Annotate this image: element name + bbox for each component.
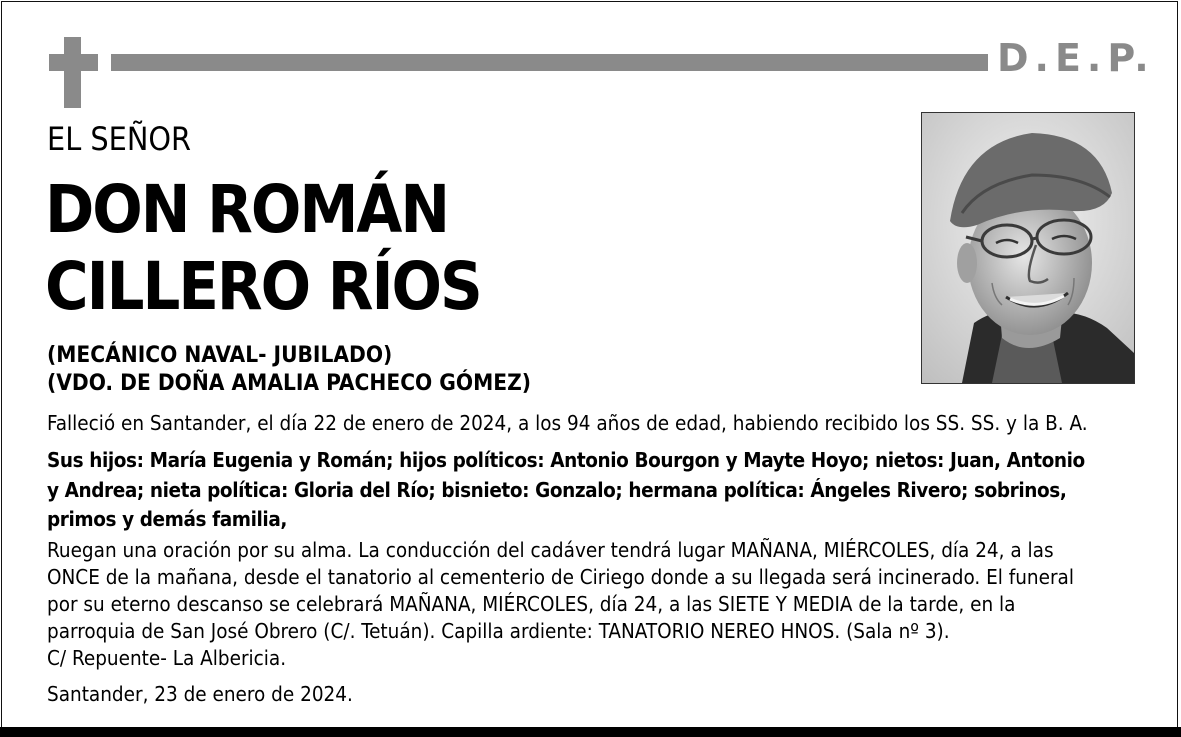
death-notice — [47, 410, 1157, 437]
cross-icon-arm — [49, 54, 98, 71]
deceased-name-line1: DON ROMÁN — [45, 171, 449, 248]
deceased-name-line2: CILLERO RÍOS — [45, 248, 481, 325]
signoff — [47, 681, 1157, 708]
widower-of: (VDO. DE DOÑA AMALIA PACHECO GÓMEZ) — [47, 370, 532, 396]
service-line: por su eterno descanso se celebrará MAÑANA, MIÉRCOLES, día 24, a las SIETE Y MEDIA de la tarde, en la — [47, 592, 1016, 616]
bottom-border — [0, 727, 1181, 737]
service-details — [47, 537, 1157, 672]
header-rule — [111, 54, 988, 71]
service-line: Ruegan una oración por su alma. La conducción del cadáver tendrá lugar MAÑANA, MIÉRCOLES, día 24, a las — [47, 538, 1054, 562]
service-line: parroquia de San José Obrero (C/. Tetuán). Capilla ardiente: TANATORIO NEREO HNOS. (Sala nº 3). — [47, 619, 950, 643]
signoff-text: Santander, 23 de enero de 2024. — [47, 682, 353, 706]
death-notice-text: Falleció en Santander, el día 22 de enero de 2024, a los 94 años de edad, habiendo recibido los SS. SS. y la B. A. — [47, 411, 1088, 435]
family-line: Sus hijos: María Eugenia y Román; hijos políticos: Antonio Bourgon y Mayte Hoyo; nietos: Juan, Antonio — [47, 448, 1085, 472]
dep-label: D.E.P. — [997, 36, 1155, 80]
portrait-photo — [921, 112, 1135, 384]
service-line: C/ Repuente- La Albericia. — [47, 646, 287, 670]
family-line: y Andrea; nieta política: Gloria del Río; bisnieto: Gonzalo; hermana política: Ángeles Rivero; sobrinos, — [47, 477, 1067, 502]
cross-icon — [64, 37, 81, 108]
profession: (MECÁNICO NAVAL- JUBILADO) — [47, 342, 393, 368]
service-line: ONCE de la mañana, desde el tanatorio al cementerio de Ciriego donde a su llegada será incinerado. El funeral — [47, 565, 1074, 589]
family-list — [47, 446, 1157, 535]
family-line: primos y demás familia, — [47, 507, 287, 531]
honorific: EL SEÑOR — [47, 120, 192, 158]
